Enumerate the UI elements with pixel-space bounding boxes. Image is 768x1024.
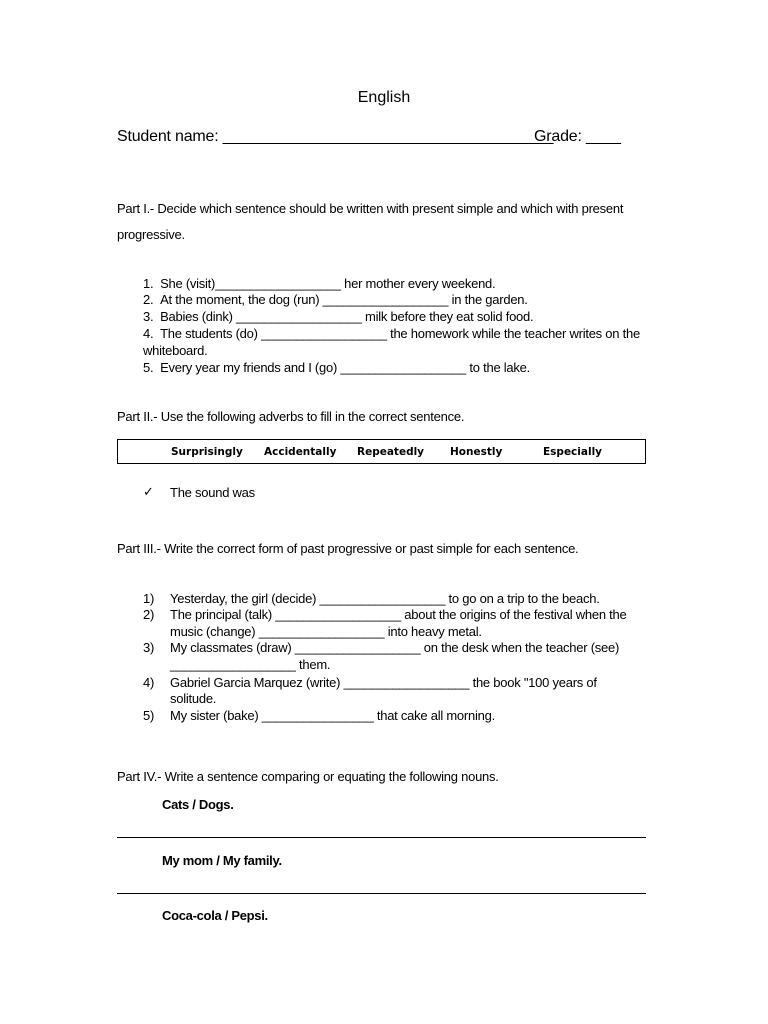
- part2-label: Part II.-: [117, 409, 158, 424]
- answer-line-1[interactable]: [117, 837, 646, 838]
- item-text: Babies (dink) __________________ milk before they eat solid food.: [160, 309, 534, 324]
- adverb-especially: Especially: [543, 446, 603, 458]
- item-continuation: solitude.: [170, 691, 217, 706]
- item-text: Every year my friends and I (go) __________________ to the lake.: [160, 360, 530, 375]
- part1-label: Part I.-: [117, 201, 155, 216]
- item-text: My sister (bake) ________________ that cake all morning.: [170, 708, 495, 723]
- item-number: 4): [143, 675, 155, 690]
- list-item: [143, 292, 528, 307]
- item-number: 1): [143, 591, 155, 606]
- answer-line-2[interactable]: [117, 893, 646, 894]
- item-text: Gabriel Garcia Marquez (write) __________________ the book "100 years of: [170, 675, 597, 690]
- example-sentence: The sound was: [170, 485, 255, 500]
- adverb-repeatedly: Repeatedly: [357, 446, 425, 458]
- noun-pair-1: Cats / Dogs.: [162, 797, 234, 812]
- part3-instruction-text-a: Write the correct form of: [160, 541, 301, 556]
- part4-label: Part IV.-: [117, 769, 162, 784]
- part1-instruction-text-b: and which with: [493, 201, 582, 216]
- list-item: [143, 326, 640, 341]
- part3-instruction-text-b: or: [391, 541, 410, 556]
- adverb-surprisingly: Surprisingly: [171, 446, 243, 458]
- item-number: 5.: [143, 360, 154, 375]
- list-item: [143, 276, 495, 291]
- item-text: At the moment, the dog (run) __________________ in the garden.: [160, 292, 528, 307]
- list-item: [143, 360, 530, 375]
- item-number: 4.: [143, 326, 154, 341]
- part3-label: Part III.-: [117, 541, 161, 556]
- item-number: 2): [143, 607, 155, 622]
- item-text: The principal (talk) __________________ about the origins of the festival when the: [170, 607, 627, 622]
- part3-term-past-progressive: past progressive: [300, 541, 392, 556]
- adverb-honestly: Honestly: [450, 446, 503, 458]
- grade-field: Grade: ____: [534, 128, 621, 145]
- part3-instruction: [117, 541, 578, 556]
- item-number: 3.: [143, 309, 154, 324]
- noun-pair-3: Coca-cola / Pepsi.: [162, 908, 268, 923]
- item-number: 2.: [143, 292, 154, 307]
- part1-term-progressive: progressive.: [117, 227, 185, 242]
- check-icon: ✓: [143, 484, 154, 499]
- part2-instruction-text: Use the following adverbs to fill in the correct sentence.: [157, 409, 465, 424]
- adverb-box: [117, 439, 646, 464]
- item-continuation: __________________ them.: [170, 657, 331, 672]
- noun-pair-2: My mom / My family.: [162, 853, 282, 868]
- student-name-field: Student name: ______________________________________: [117, 128, 554, 145]
- part2-instruction: [117, 409, 464, 424]
- list-item: [143, 309, 533, 324]
- part1-instruction-text-a: Decide which sentence should be written with: [154, 201, 413, 216]
- item-text: The students (do) __________________ the homework while the teacher writes on the: [160, 326, 640, 341]
- part3-instruction-text-c: for each sentence.: [472, 541, 579, 556]
- part4-instruction: [117, 769, 499, 784]
- item-text: Yesterday, the girl (decide) __________________ to go on a trip to the beach.: [170, 591, 600, 606]
- part1-term-present-simple: present simple: [412, 201, 494, 216]
- item-text: She (visit)__________________ her mother every weekend.: [160, 276, 496, 291]
- part3-term-past-simple: past simple: [409, 541, 473, 556]
- item-text: My classmates (draw) __________________ on the desk when the teacher (see): [170, 640, 620, 655]
- list-item-continuation: whiteboard.: [143, 343, 208, 358]
- part1-term-present: present: [581, 201, 624, 216]
- item-number: 5): [143, 708, 155, 723]
- item-continuation: music (change) __________________ into heavy metal.: [170, 624, 482, 639]
- part4-instruction-text: Write a sentence comparing or equating the following nouns.: [161, 769, 499, 784]
- part1-instruction: [117, 201, 623, 216]
- item-number: 3): [143, 640, 155, 655]
- adverb-accidentally: Accidentally: [264, 446, 337, 458]
- item-number: 1.: [143, 276, 154, 291]
- page-title: English: [357, 89, 411, 106]
